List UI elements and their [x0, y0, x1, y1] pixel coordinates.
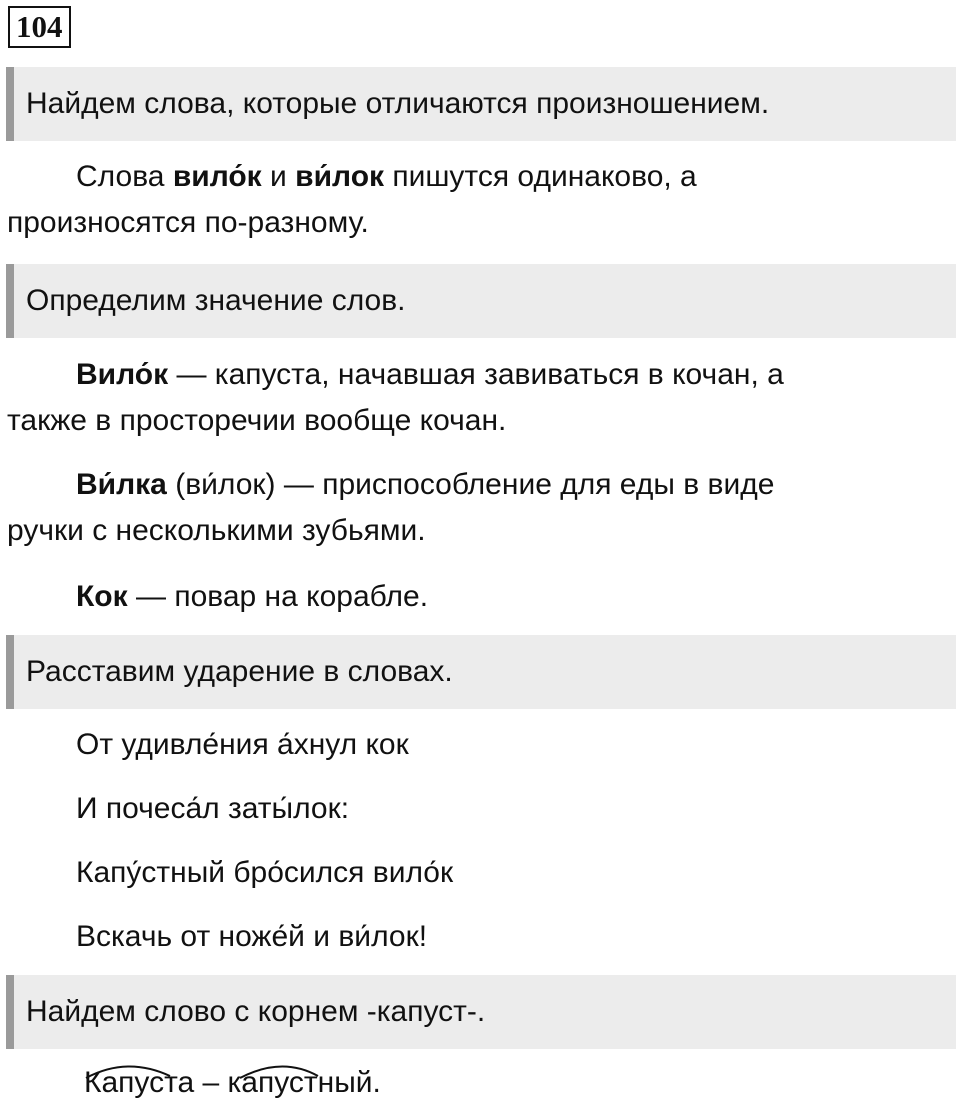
heading-text: Найдем слова, которые отличаются произношением. [26, 87, 770, 120]
dash: – [194, 1066, 228, 1099]
period: . [372, 1066, 381, 1099]
poem-line: Вскачь от ноже́й и ви́лок! [76, 920, 428, 953]
root-example-line [84, 1066, 381, 1100]
poem-line: И почеса́л заты́лок: [76, 792, 350, 825]
paragraph-line [76, 160, 697, 194]
section-heading-meaning [6, 264, 956, 338]
heading-text: Определим значение слов. [26, 284, 406, 317]
definition-line [76, 358, 784, 392]
heading-text: Найдем слово с корнем -капуст-. [26, 995, 486, 1028]
definition-text: (ви́лок) — приспособление для еды в виде [166, 468, 775, 501]
definition-term: Кок [76, 580, 128, 613]
text: Слова [76, 160, 173, 193]
definition-line: ручки с несколькими зубьями. [7, 514, 426, 547]
definition-text: — капуста, начавшая завиваться в кочан, а [168, 358, 784, 391]
poem-line: Капу́стный бро́сился вило́к [76, 856, 454, 889]
paragraph-line: произносятся по-разному. [7, 206, 369, 239]
bold-word: вило́к [172, 160, 262, 193]
section-heading-stress [6, 635, 956, 709]
definition-term: Ви́лка [76, 468, 167, 501]
heading-text: Расставим ударение в словах. [26, 655, 453, 688]
definition-line [76, 468, 774, 502]
text: пишутся одинаково, а [384, 160, 697, 193]
root-word: Капуста [84, 1066, 195, 1099]
root-word: капустный [227, 1066, 373, 1099]
definition-line: также в просторечии вообще кочан. [7, 404, 507, 437]
section-heading-pronunciation [6, 67, 956, 141]
definition-text: — повар на корабле. [127, 580, 429, 613]
poem-line: От удивле́ния а́хнул кок [76, 728, 409, 761]
text: и [261, 160, 296, 193]
definition-term: Вило́к [76, 358, 169, 391]
task-number: 104 [8, 6, 71, 48]
definition-line [76, 580, 428, 614]
bold-word: ви́лок [295, 160, 385, 193]
section-heading-root [6, 975, 956, 1049]
